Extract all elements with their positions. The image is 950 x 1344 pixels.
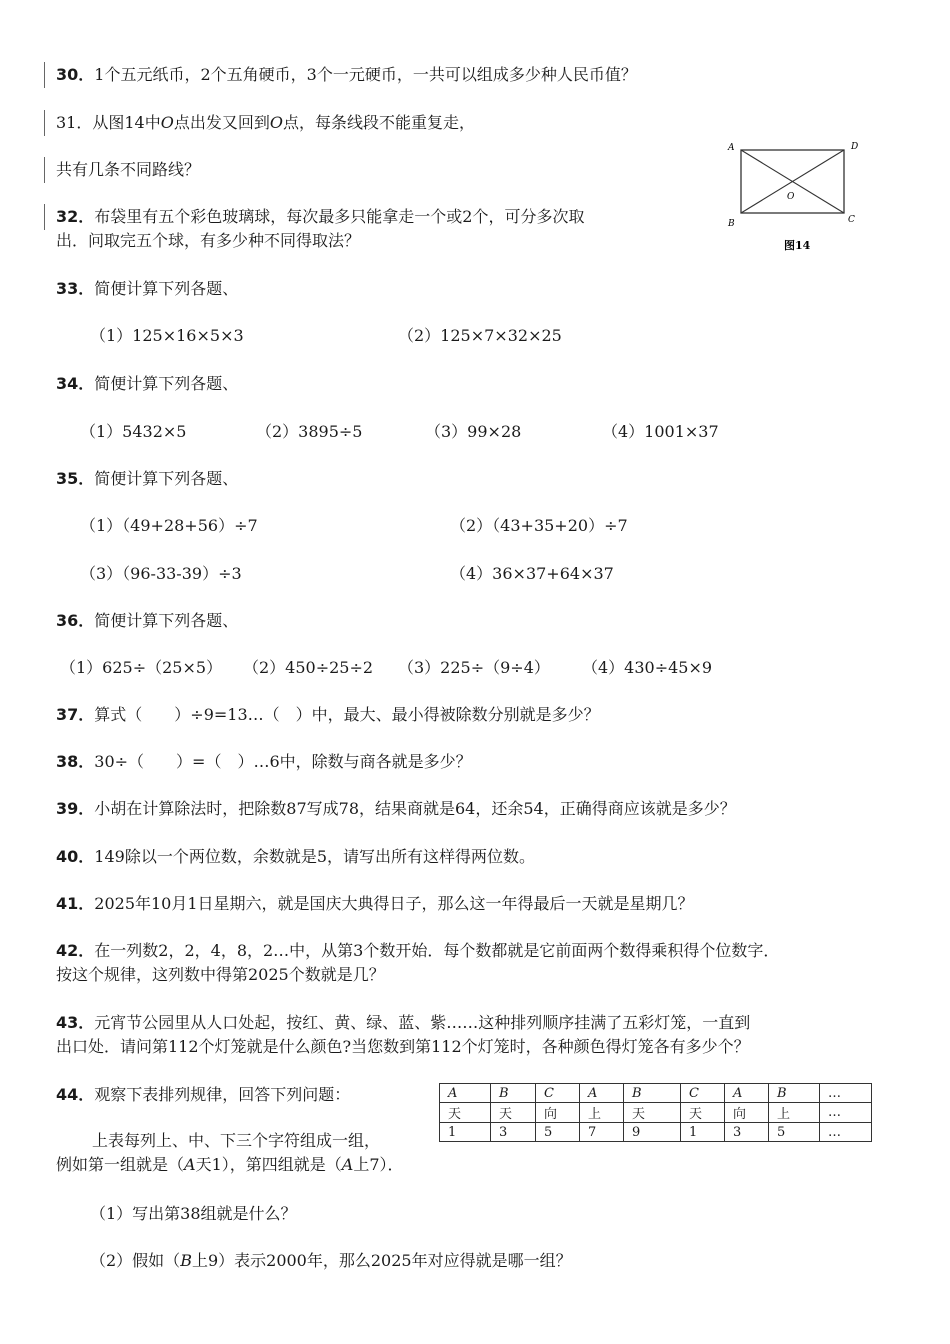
- figure-14: [724, 138, 870, 260]
- table-cell: …: [820, 1123, 872, 1142]
- problem-33-1: （1）125×16×5×3: [90, 326, 244, 345]
- question-38: [56, 751, 472, 773]
- vertex-d-label: D: [851, 142, 859, 152]
- question-text: 例如第一组就是（: [56, 1155, 185, 1174]
- figure-caption: 图14: [784, 239, 811, 252]
- table-cell: A: [725, 1084, 769, 1103]
- table-cell: B: [769, 1084, 820, 1103]
- problem-34-2: （2）3895÷5: [256, 422, 363, 441]
- question-number: 33．: [56, 279, 95, 298]
- letter: A: [341, 1155, 354, 1174]
- problem-34-4: （4）1001×37: [602, 422, 719, 441]
- question-text: 上7）．: [353, 1155, 404, 1174]
- point-label: O: [269, 113, 284, 132]
- question-31-line1: [56, 112, 475, 134]
- problem-35-1: （1）（49+28+56）÷7: [80, 516, 258, 535]
- vertex-a-label: A: [728, 143, 735, 153]
- table-cell: C: [681, 1084, 725, 1103]
- margin-bar: [44, 62, 45, 88]
- table-cell: 向: [536, 1103, 580, 1123]
- table-cell: 上: [580, 1103, 624, 1123]
- table-cell: …: [820, 1084, 872, 1103]
- problem-35-2: （2）（43+35+20）÷7: [450, 516, 628, 535]
- question-31-line2: 共有几条不同路线？: [56, 160, 201, 179]
- table-row: [440, 1123, 872, 1142]
- question-text: 2025年10月1日星期六，就是国庆大典得日子，那么这一年得最后一天就是星期几？: [94, 894, 694, 913]
- question-text: 简便计算下列各题、: [94, 611, 239, 630]
- pattern-table: [439, 1083, 872, 1142]
- table-cell: 向: [725, 1103, 769, 1123]
- question-32-line2: 出．问取完五个球，有多少种不同得取法？: [56, 231, 361, 250]
- question-number: 44．: [56, 1085, 95, 1104]
- table-cell: 5: [536, 1123, 580, 1142]
- problem-35-3: （3）（96-33-39）÷3: [80, 564, 242, 583]
- question-44-desc2: [56, 1154, 404, 1176]
- question-number: 32．: [56, 207, 95, 226]
- question-41: [56, 893, 694, 915]
- question-44-part2: [90, 1250, 572, 1272]
- problem-33-2: （2）125×7×32×25: [398, 326, 562, 345]
- table-cell: 7: [580, 1123, 624, 1142]
- question-text: （2）假如（: [90, 1251, 181, 1270]
- question-text: 149除以一个两位数，余数就是5，请写出所有这样得两位数。: [94, 847, 536, 866]
- table-cell: B: [491, 1084, 536, 1103]
- question-44: [56, 1084, 350, 1106]
- problem-36-2: （2）450÷25÷2: [243, 658, 374, 677]
- question-number: 38．: [56, 752, 95, 771]
- question-text: 从图14中: [92, 113, 161, 132]
- question-text: 小胡在计算除法时，把除数87写成78，结果商就是64，还余54，正确得商应该就是多少？: [94, 799, 736, 818]
- question-text: 算式（ ）÷9=13…（ ）中，最大、最小得被除数分别就是多少？: [94, 705, 600, 724]
- point-label: O: [160, 113, 174, 132]
- question-text: 1个五元纸币，2个五角硬币，3个一元硬币，一共可以组成多少种人民币值？: [94, 65, 637, 84]
- question-number: 42．: [56, 941, 95, 960]
- question-44-part1: （1）写出第38组就是什么？: [90, 1204, 297, 1223]
- center-o-label: O: [787, 192, 795, 202]
- question-43-line2: 出口处．请问第112个灯笼就是什么颜色?当您数到第112个灯笼时，各种颜色得灯笼各有多少个？: [56, 1037, 750, 1056]
- table-cell: 天: [440, 1103, 491, 1123]
- table-cell: 天: [624, 1103, 681, 1123]
- question-text: 30÷（ ）=（ ）…6中，除数与商各就是多少？: [94, 752, 472, 771]
- question-35: [56, 468, 238, 490]
- table-cell: C: [536, 1084, 580, 1103]
- problem-35-4: （4）36×37+64×37: [450, 564, 614, 583]
- table-cell: 上: [769, 1103, 820, 1123]
- margin-bar: [44, 157, 45, 183]
- question-36: [56, 610, 238, 632]
- vertex-c-label: C: [848, 215, 855, 225]
- problem-36-3: （3）225÷（9÷4）: [398, 658, 550, 677]
- question-text: 在一列数2，2，4，8，2…中，从第3个数开始．每个数都就是它前面两个数得乘积得个位数字．: [94, 941, 780, 960]
- table-row: [440, 1084, 872, 1103]
- table-cell: 3: [491, 1123, 536, 1142]
- letter: A: [184, 1155, 196, 1174]
- question-number: 34．: [56, 374, 95, 393]
- problem-36-4: （4）430÷45×9: [582, 658, 713, 677]
- question-37: [56, 704, 600, 726]
- question-text: 观察下表排列规律，回答下列问题：: [94, 1085, 351, 1104]
- question-number: 36．: [56, 611, 95, 630]
- question-number: 31．: [56, 113, 93, 132]
- question-number: 39．: [56, 799, 95, 818]
- question-text: 点出发又回到: [173, 113, 270, 132]
- question-43-line1: [56, 1012, 750, 1034]
- question-text: 布袋里有五个彩色玻璃球，每次最多只能拿走一个或2个，可分多次取: [94, 207, 585, 226]
- table-cell: …: [820, 1103, 872, 1123]
- question-39: [56, 798, 736, 820]
- question-text: 天1），第四组就是（: [195, 1155, 342, 1174]
- question-30: [56, 64, 637, 86]
- margin-bar: [44, 204, 45, 230]
- table-row: [440, 1103, 872, 1123]
- problem-34-3: （3）99×28: [425, 422, 522, 441]
- table-cell: A: [440, 1084, 491, 1103]
- table-cell: 1: [440, 1123, 491, 1142]
- question-42-line1: [56, 940, 779, 962]
- margin-bar: [44, 110, 45, 136]
- vertex-b-label: B: [728, 219, 735, 229]
- problem-34-1: （1）5432×5: [80, 422, 187, 441]
- question-text: 点，每条线段不能重复走，: [283, 113, 476, 132]
- question-34: [56, 373, 238, 395]
- question-number: 41．: [56, 894, 95, 913]
- question-text: 上9）表示2000年，那么2025年对应得就是哪一组？: [191, 1251, 572, 1270]
- table-cell: 天: [491, 1103, 536, 1123]
- letter: B: [180, 1251, 192, 1270]
- question-number: 40．: [56, 847, 95, 866]
- table-cell: 1: [681, 1123, 725, 1142]
- table-cell: B: [624, 1084, 681, 1103]
- question-40: [56, 846, 535, 868]
- table-cell: 天: [681, 1103, 725, 1123]
- question-text: 简便计算下列各题、: [94, 469, 239, 488]
- question-number: 30．: [56, 65, 95, 84]
- question-number: 37．: [56, 705, 95, 724]
- table-cell: 3: [725, 1123, 769, 1142]
- question-32-line1: [56, 206, 584, 228]
- question-number: 43．: [56, 1013, 95, 1032]
- question-44-desc1: 上表每列上、中、下三个字符组成一组，: [92, 1131, 381, 1150]
- table-cell: 5: [769, 1123, 820, 1142]
- question-33: [56, 278, 238, 300]
- question-42-line2: 按这个规律，这列数中得第2025个数就是几？: [56, 965, 385, 984]
- question-text: 简便计算下列各题、: [94, 279, 239, 298]
- question-number: 35．: [56, 469, 95, 488]
- question-text: 简便计算下列各题、: [94, 374, 239, 393]
- table-cell: A: [580, 1084, 624, 1103]
- problem-36-1: （1）625÷（25×5）: [60, 658, 223, 677]
- question-text: 元宵节公园里从人口处起，按红、黄、绿、蓝、紫……这种排列顺序挂满了五彩灯笼，一直到: [94, 1013, 751, 1032]
- table-cell: 9: [624, 1123, 681, 1142]
